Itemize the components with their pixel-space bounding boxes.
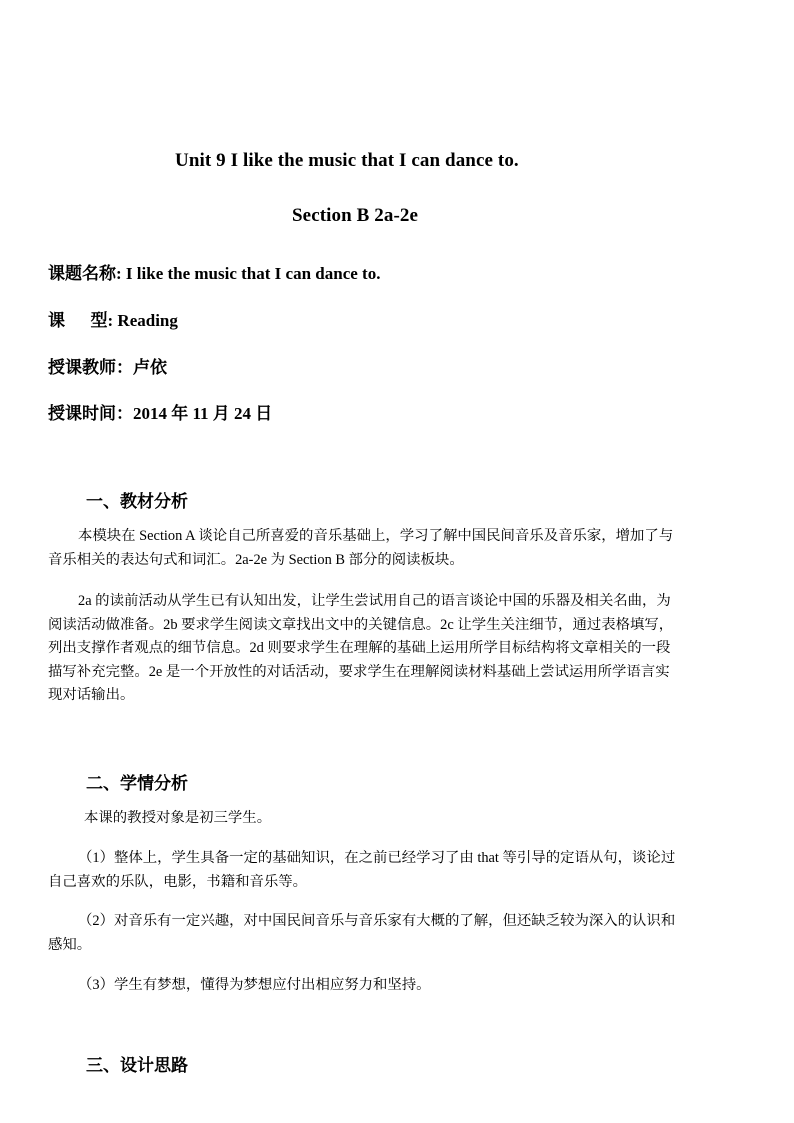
paragraph-line: 描写补充完整。2e 是一个开放性的对话活动，要求学生在理解阅读材料基础上尝试运用所学语言实 — [48, 663, 670, 680]
course-type-value: Reading — [113, 311, 178, 330]
teacher-label: 授课教师： — [48, 358, 133, 377]
paragraph — [48, 590, 748, 708]
paragraph — [48, 974, 748, 998]
course-name-row — [48, 259, 380, 284]
teacher-value: 卢依 — [133, 358, 167, 377]
time-row — [48, 399, 272, 424]
time-label: 授课时间： — [48, 404, 133, 423]
course-name-label: 课题名称: — [48, 264, 122, 283]
paragraph-line: 现对话输出。 — [48, 687, 135, 703]
paragraph-line: 自己喜欢的乐队，电影，书籍和音乐等。 — [48, 873, 308, 890]
paragraph-line: 本课的教授对象是初三学生。 — [84, 810, 272, 826]
paragraph-line: 音乐相关的表达句式和词汇。2a-2e 为 Section B 部分的阅读板块。 — [48, 551, 464, 568]
teacher-row — [48, 353, 167, 378]
paragraph-line: 本模块在 Section A 谈论自己所喜爱的音乐基础上，学习了解中国民间音乐及音乐家，增加了与 — [78, 528, 674, 544]
paragraph — [48, 847, 748, 894]
section-heading: 三、设计思路 — [86, 1056, 188, 1075]
time-value: 2014 年 11 月 24 日 — [133, 404, 273, 423]
paragraph-line: 列出支撑作者观点的细节信息。2d 则要求学生在理解的基础上运用所学目标结构将文章相关的一段 — [48, 640, 671, 656]
paragraph-line: （1）整体上，学生具备一定的基础知识，在之前已经学习了由 that 等引导的定语从句，谈论过 — [78, 850, 676, 866]
course-type-label: 课 型: — [48, 311, 114, 330]
paragraph-line: 感知。 — [48, 936, 92, 953]
paragraph-line: 阅读活动做准备。2b 要求学生阅读文章找出文中的关键信息。2c 让学生关注细节，通过表格填写， — [48, 616, 674, 633]
course-name-value: I like the music that I can dance to. — [121, 264, 381, 283]
course-type-row — [48, 306, 178, 331]
paragraph — [48, 807, 748, 831]
paragraph-line: （2）对音乐有一定兴趣，对中国民间音乐与音乐家有大概的了解，但还缺乏较为深入的认识和 — [78, 913, 676, 929]
paragraph-line: （3）学生有梦想，懂得为梦想应付出相应努力和坚持。 — [78, 977, 431, 993]
document-subtitle: Section B 2a-2e — [292, 205, 419, 226]
paragraph — [48, 910, 748, 957]
section-heading: 一、教材分析 — [86, 492, 188, 511]
section-heading: 二、学情分析 — [86, 774, 188, 793]
paragraph-line: 2a 的读前活动从学生已有认知出发，让学生尝试用自己的语言谈论中国的乐器及相关名曲，为 — [78, 593, 671, 609]
paragraph — [48, 525, 748, 572]
document-title: Unit 9 I like the music that I can dance to. — [175, 150, 519, 171]
